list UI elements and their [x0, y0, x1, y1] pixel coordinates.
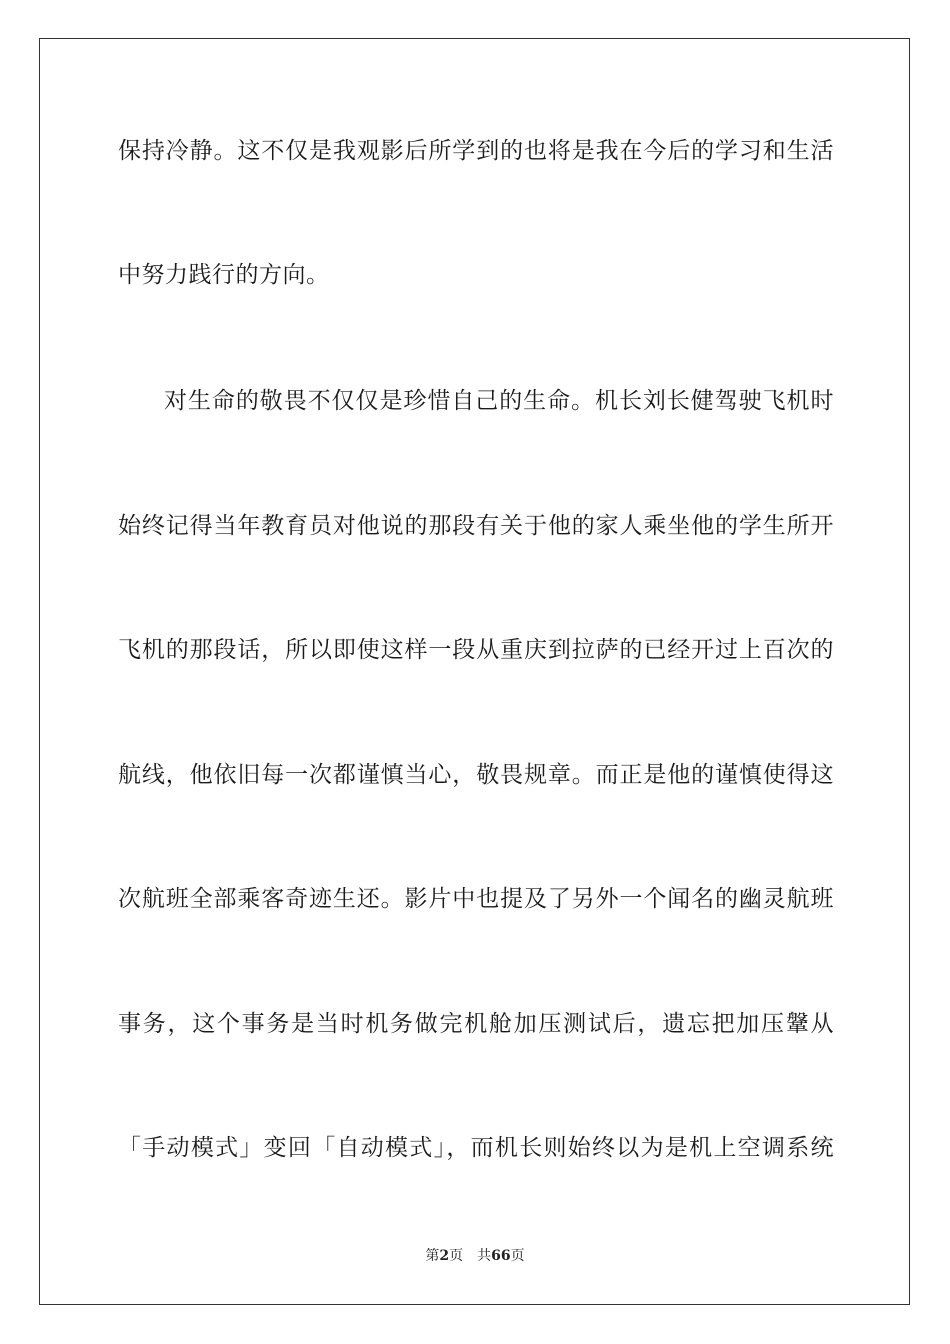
total-prefix: 共	[477, 1248, 492, 1264]
paragraph-line-4: 始终记得当年教育员对他说的那段有关于他的家人乘坐他的学生所开	[118, 513, 834, 539]
total-suffix: 页	[510, 1248, 525, 1264]
paragraph-line-3: 对生命的敬畏不仅仅是珍惜自己的生命。机长刘长健驾驶飞机时	[164, 388, 834, 414]
paragraph-line-6: 航线，他依旧每一次都谨慎当心，敬畏规章。而正是他的谨慎使得这	[118, 762, 834, 788]
total-pages: 66	[491, 1248, 511, 1264]
page-suffix: 页	[449, 1248, 464, 1264]
paragraph-line-7: 次航班全部乘客奇迹生还。影片中也提及了另外一个闻名的幽灵航班	[118, 886, 834, 912]
paragraph-line-2: 中努力践行的方向。	[118, 262, 330, 288]
paragraph-line-5: 飞机的那段话，所以即使这样一段从重庆到拉萨的已经开过上百次的	[118, 637, 834, 663]
paragraph-line-8: 事务，这个事务是当时机务做完机舱加压测试后，遗忘把加压鞶从	[118, 1011, 834, 1037]
page-border	[39, 38, 910, 1305]
page-number: 2	[439, 1248, 450, 1264]
paragraph-line-1: 保持冷静。这不仅是我观影后所学到的也将是我在今后的学习和生活	[118, 138, 834, 164]
page-footer	[0, 1247, 950, 1265]
page-prefix: 第	[425, 1248, 440, 1264]
paragraph-line-9: 「手动模式」变回「自动模式」，而机长则始终以为是机上空调系统	[118, 1135, 834, 1161]
